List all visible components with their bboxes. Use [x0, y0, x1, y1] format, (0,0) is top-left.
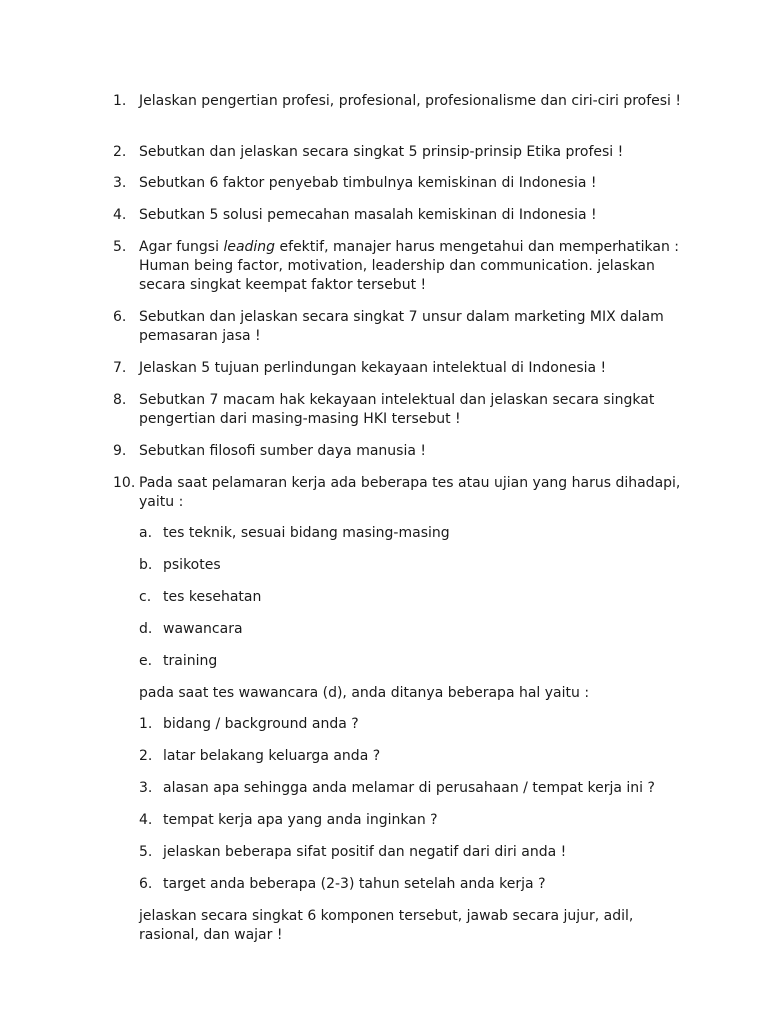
- list-item-text: tes kesehatan: [163, 589, 262, 605]
- question-number: 7.: [113, 360, 127, 376]
- list-marker: c.: [139, 589, 152, 605]
- interview-item-6: [139, 875, 699, 894]
- question-text: [113, 238, 683, 295]
- question-5: [113, 238, 683, 295]
- question-number: 2.: [113, 144, 127, 160]
- test-item-b: [139, 556, 699, 575]
- question-number: 10.: [113, 475, 136, 491]
- question-4: [113, 206, 683, 225]
- interview-item-1: [139, 715, 699, 734]
- question-2: [113, 143, 683, 162]
- question-text-emphasis: leading: [223, 239, 276, 255]
- question-text: Jelaskan 5 tujuan perlindungan kekayaan intelektual di Indonesia !: [139, 360, 607, 376]
- question-number: 9.: [113, 443, 127, 459]
- list-item-text: wawancara: [163, 621, 243, 637]
- question-text: Sebutkan filosofi sumber daya manusia !: [139, 443, 426, 459]
- list-marker: 1.: [139, 716, 153, 732]
- interview-item-5: [139, 843, 699, 862]
- question-number: 6.: [113, 309, 127, 325]
- list-item-text: target anda beberapa (2-3) tahun setelah anda kerja ?: [163, 876, 546, 892]
- question-8: [113, 391, 683, 429]
- list-marker: 2.: [139, 748, 153, 764]
- list-item-text: tes teknik, sesuai bidang masing-masing: [163, 525, 450, 541]
- question-10: [113, 474, 683, 512]
- question-number: 5.: [113, 239, 127, 255]
- question-3: [113, 174, 683, 193]
- list-marker: 3.: [139, 780, 153, 796]
- question-text: Sebutkan dan jelaskan secara singkat 7 unsur dalam marketing MIX dalam pemasaran jasa !: [139, 309, 664, 344]
- list-item-text: jelaskan beberapa sifat positif dan negatif dari diri anda !: [163, 844, 567, 860]
- list-item-text: alasan apa sehingga anda melamar di perusahaan / tempat kerja ini ?: [163, 780, 655, 796]
- question-1: [113, 92, 683, 111]
- question-text-post: efektif, manajer harus mengetahui dan memperhatikan : Human being factor, motivation, leadership dan communication. jelaskan secara singkat keempat faktor tersebut !: [139, 239, 679, 293]
- test-item-d: [139, 620, 699, 639]
- list-marker: 6.: [139, 876, 153, 892]
- question-number: 8.: [113, 392, 127, 408]
- list-marker: 4.: [139, 812, 153, 828]
- list-marker: e.: [139, 653, 153, 669]
- question-text: Sebutkan 7 macam hak kekayaan intelektual dan jelaskan secara singkat pengertian dari masing-masing HKI tersebut !: [139, 392, 655, 427]
- list-item-text: bidang / background anda ?: [163, 716, 359, 732]
- list-marker: b.: [139, 557, 153, 573]
- test-item-e: [139, 652, 699, 671]
- question-number: 4.: [113, 207, 127, 223]
- interview-item-2: [139, 747, 699, 766]
- list-item-text: tempat kerja apa yang anda inginkan ?: [163, 812, 438, 828]
- question-text: Jelaskan pengertian profesi, profesional, profesionalisme dan ciri-ciri profesi !: [139, 93, 682, 109]
- interview-item-3: [139, 779, 699, 798]
- question-text: Pada saat pelamaran kerja ada beberapa tes atau ujian yang harus dihadapi, yaitu :: [139, 475, 681, 510]
- closing-instruction: jelaskan secara singkat 6 komponen tersebut, jawab secara jujur, adil, rasional, dan wajar !: [139, 908, 634, 943]
- question-number: 3.: [113, 175, 127, 191]
- question-number: 1.: [113, 93, 127, 109]
- question-text: Sebutkan 6 faktor penyebab timbulnya kemiskinan di Indonesia !: [139, 175, 597, 191]
- question-9: [113, 442, 683, 461]
- list-marker: d.: [139, 621, 153, 637]
- test-item-c: [139, 588, 699, 607]
- interview-item-4: [139, 811, 699, 830]
- question-text: Sebutkan dan jelaskan secara singkat 5 prinsip-prinsip Etika profesi !: [139, 144, 624, 160]
- question-7: [113, 359, 683, 378]
- question-6: [113, 308, 683, 346]
- list-item-text: training: [163, 653, 218, 669]
- question-text: Sebutkan 5 solusi pemecahan masalah kemiskinan di Indonesia !: [139, 207, 597, 223]
- list-item-text: latar belakang keluarga anda ?: [163, 748, 381, 764]
- question-text-pre: Agar fungsi: [139, 239, 224, 255]
- interview-intro: pada saat tes wawancara (d), anda ditanya beberapa hal yaitu :: [139, 685, 590, 701]
- list-item-text: psikotes: [163, 557, 221, 573]
- test-item-a: [139, 524, 699, 543]
- list-marker: 5.: [139, 844, 153, 860]
- list-marker: a.: [139, 525, 153, 541]
